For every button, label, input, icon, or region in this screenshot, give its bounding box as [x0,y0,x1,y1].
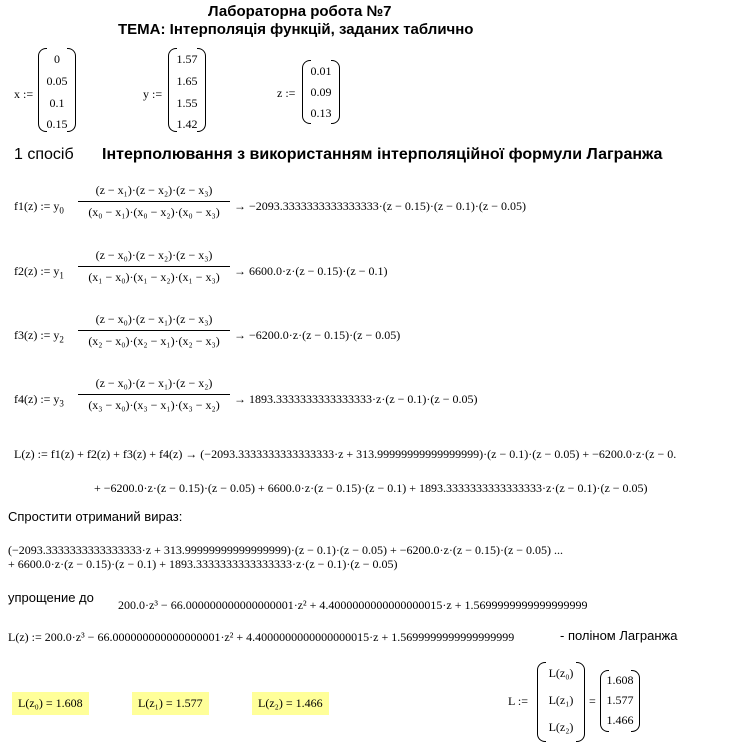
vector-eval-value: 1.577 [606,693,634,707]
simplify-keyword: упрощение до [8,590,94,605]
vector-eval-equals: = [589,694,596,708]
z-value: 0.01 [310,64,332,78]
fraction-numerator: (z − x₁)·(z − x₂)·(z − x₃) [95,183,213,197]
evaluation-z2: L(z₂) = 1.466 [252,692,329,715]
simplify-result: 200.0·z³ − 66.000000000000000001·z² + 4.4000000000000000015·z + 1.5699999999999999999 [118,598,588,612]
x-value: 0.15 [46,117,68,131]
fraction-numerator: (z − x₀)·(z − x₁)·(z − x₂) [95,376,213,390]
vector-eval-lhs [537,662,585,742]
vector-eval-lhs-item: L(z₀) [548,666,574,680]
y-vector [168,48,206,132]
evaluation-z1: L(z₁) = 1.577 [132,692,209,715]
function-fraction [78,309,230,353]
function-lhs: f4(z) := $y_3$ [14,392,64,409]
function-fraction [78,373,230,417]
x-vector [38,48,76,132]
fraction-numerator: (z − x₀)·(z − x₂)·(z − x₃) [95,248,213,262]
function-result: → 6600.0·z·(z − 0.15)·(z − 0.1) [234,264,388,278]
vector-eval-label: L := [508,694,528,708]
x-label: x := [14,87,34,101]
fraction-denominator: (x₀ − x₁)·(x₀ − x₂)·(x₀ − x₃) [88,205,220,219]
lagrange-sum-line2: + −6200.0·z·(z − 0.15)·(z − 0.05) + 6600.0·z·(z − 0.15)·(z − 0.1) + 1893.3333333333333333·z·(z − 0.1)·(z − 0.05) [94,481,648,495]
simplify-label: Спростити отриманий вираз: [8,509,183,524]
y-value: 1.42 [176,117,198,131]
y-value: 1.55 [176,96,198,110]
function-lhs: f3(z) := $y_2$ [14,328,64,345]
lagrange-sum-line1: L(z) := f1(z) + f2(z) + f3(z) + f4(z) → (−2093.3333333333333333·z + 313.99999999999999999)·(z − 0.1)·(z − 0.05) + −6200.0·z·(z − 0. [14,447,677,461]
x-value: 0.05 [46,74,68,88]
page-subtitle: ТЕМА: Інтерполяція функцій, заданих таблично [118,21,474,38]
polynomial-caption: - поліном Лагранжа [560,628,678,643]
function-fraction [78,245,230,289]
method-number: 1 спосіб [14,146,74,163]
function-result: → −6200.0·z·(z − 0.15)·(z − 0.05) [234,328,401,342]
z-label: z := [277,86,296,100]
y-value: 1.65 [176,74,198,88]
z-value: 0.13 [310,106,332,120]
fraction-denominator: (x₃ − x₀)·(x₃ − x₁)·(x₃ − x₂) [88,398,220,412]
fraction-numerator: (z − x₀)·(z − x₁)·(z − x₃) [95,312,213,326]
x-value: 0 [54,52,60,66]
simplify-expression-line1: (−2093.3333333333333333·z + 313.99999999999999999)·(z − 0.1)·(z − 0.05) + −6200.0·z·(z − 0.15)·(z − 0.05) ... [8,543,564,557]
fraction-denominator: (x₂ − x₀)·(x₂ − x₁)·(x₂ − x₃) [88,334,220,348]
function-lhs: f2(z) := $y_1$ [14,264,64,281]
y-label: y := [143,87,163,101]
y-value: 1.57 [176,52,198,66]
method-title: Інтерполювання з використанням інтерполяційної формули Лагранжа [102,146,663,163]
function-lhs: f1(z) := $y_0$ [14,199,64,216]
vector-eval-values [600,670,640,732]
simplify-expression-line2: + 6600.0·z·(z − 0.15)·(z − 0.1) + 1893.3333333333333333·z·(z − 0.1)·(z − 0.05) [8,557,398,571]
z-vector [302,60,340,124]
function-result: → 1893.3333333333333333·z·(z − 0.1)·(z − 0.05) [234,392,478,406]
vector-eval-lhs-item: L(z₁) [548,693,574,707]
x-value: 0.1 [49,96,65,110]
vector-eval-value: 1.466 [606,713,634,727]
function-result: → −2093.3333333333333333·(z − 0.15)·(z − 0.1)·(z − 0.05) [234,199,527,213]
function-fraction [78,180,230,224]
fraction-denominator: (x₁ − x₀)·(x₁ − x₂)·(x₁ − x₃) [88,270,220,284]
page-title: Лабораторна робота №7 [208,3,392,20]
z-value: 0.09 [310,85,332,99]
evaluation-z0: L(z₀) = 1.608 [12,692,89,715]
vector-eval-value: 1.608 [606,673,634,687]
lagrange-polynomial: L(z) := 200.0·z³ − 66.000000000000000001·z² + 4.4000000000000000015·z + 1.5699999999999999999 [8,630,515,644]
vector-eval-lhs-item: L(z₂) [548,720,574,734]
